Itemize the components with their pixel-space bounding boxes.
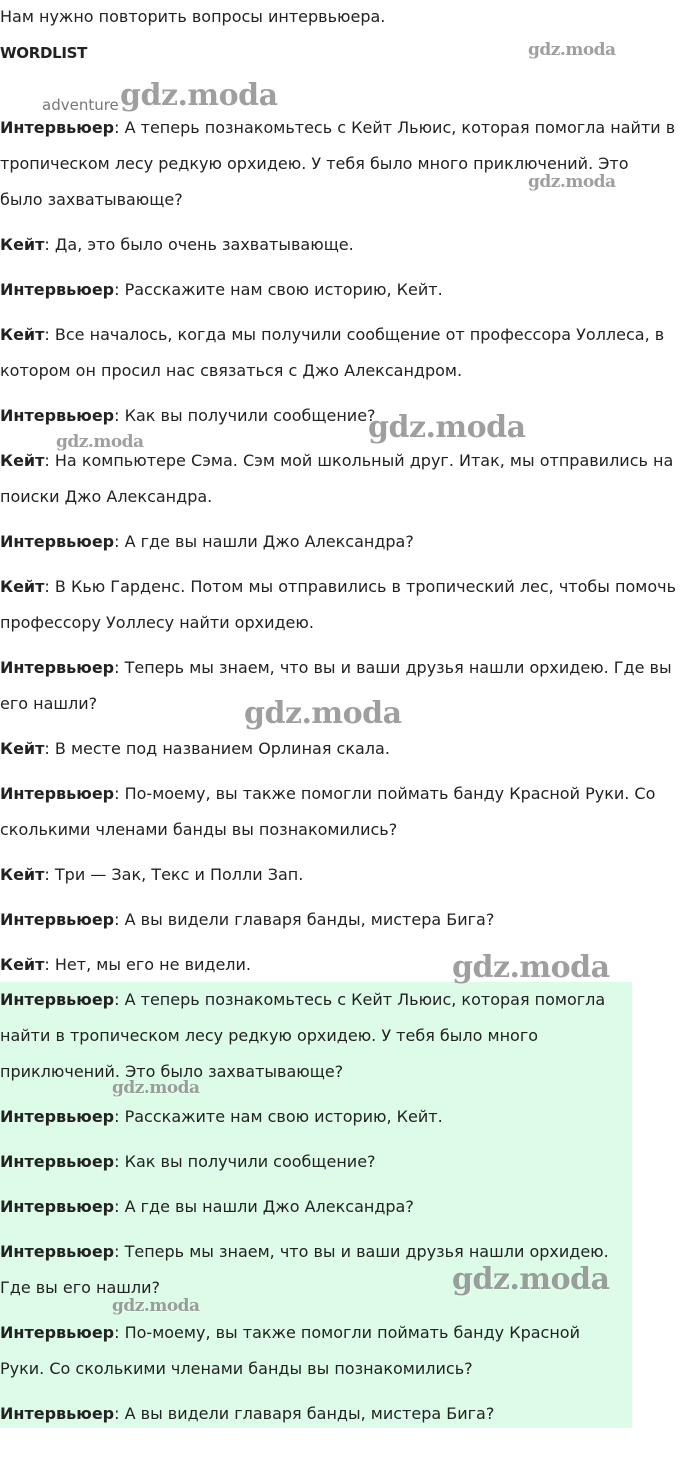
watermark-logo: gdz.moda: [452, 950, 610, 985]
intro-text: Нам нужно повторить вопросы интервьюера.: [0, 7, 386, 26]
questions-section: [0, 982, 632, 1428]
line-text: : По-моему, вы также помогли поймать банду Красной Руки. Со сколькими членами банды вы познакомились?: [0, 1323, 580, 1378]
line-text: : А вы видели главаря банды, мистера Бига?: [114, 1404, 495, 1423]
line-text: : А где вы нашли Джо Александра?: [114, 532, 414, 551]
watermark-logo: gdz.moda: [120, 78, 278, 113]
question-line: [0, 1396, 632, 1432]
question-line: [0, 1234, 632, 1306]
speaker-name: Интервьюер: [0, 658, 115, 677]
dialogue-line: [0, 947, 680, 983]
speaker-name: Кейт: [0, 451, 45, 470]
line-text: : Все началось, когда мы получили сообщение от профессора Уоллеса, в котором он просил нас связаться с Джо Александром.: [0, 325, 665, 380]
line-text: : Расскажите нам свою историю, Кейт.: [114, 1107, 443, 1126]
speaker-name: Интервьюер: [0, 1242, 115, 1261]
line-text: : По-моему, вы также помогли поймать банду Красной Руки. Со сколькими членами банды вы познакомились?: [0, 784, 656, 839]
dialogue-line: [0, 902, 680, 938]
speaker-name: Интервьюер: [0, 1107, 115, 1126]
line-text: : Как вы получили сообщение?: [114, 1152, 376, 1171]
line-text: : Три — Зак, Текс и Полли Зап.: [44, 865, 304, 884]
dialogue-line: [0, 443, 680, 515]
speaker-name: Интервьюер: [0, 1404, 115, 1423]
dialogue-line: [0, 776, 680, 848]
speaker-name: Кейт: [0, 577, 45, 596]
line-text: : Теперь мы знаем, что вы и ваши друзья нашли орхидею. Где вы его нашли?: [0, 658, 672, 713]
watermark-logo: gdz.moda: [452, 1262, 610, 1297]
line-text: : Как вы получили сообщение?: [114, 406, 376, 425]
speaker-name: Кейт: [0, 865, 45, 884]
speaker-name: Интервьюер: [0, 1152, 115, 1171]
dialogue-line: [0, 272, 680, 308]
question-line: [0, 1189, 632, 1225]
dialogue-line: [0, 227, 680, 263]
speaker-name: Интервьюер: [0, 118, 115, 137]
speaker-name: Кейт: [0, 235, 45, 254]
question-line: [0, 1144, 632, 1180]
speaker-name: Интервьюер: [0, 910, 115, 929]
speaker-name: Интервьюер: [0, 784, 115, 803]
watermark-logo: gdz.moda: [112, 1296, 200, 1316]
watermark-logo: gdz.moda: [56, 432, 144, 452]
dialogue-section: [0, 110, 680, 983]
question-line: [0, 982, 632, 1090]
speaker-name: Интервьюер: [0, 406, 115, 425]
line-text: : Нет, мы его не видели.: [44, 955, 252, 974]
watermark-logo: gdz.moda: [528, 40, 616, 60]
wordlist-heading: WORDLIST: [0, 44, 88, 62]
speaker-name: Интервьюер: [0, 1323, 115, 1342]
speaker-name: Интервьюер: [0, 532, 115, 551]
line-text: : А теперь познакомьтесь с Кейт Льюис, которая помогла найти в тропическом лесу редкую орхидею. У тебя было много приключений. Это было захватывающе?: [0, 990, 606, 1081]
dialogue-line: [0, 650, 680, 722]
line-text: : А где вы нашли Джо Александра?: [114, 1197, 414, 1216]
line-text: : А вы видели главаря банды, мистера Бига?: [114, 910, 495, 929]
line-text: : А теперь познакомьтесь с Кейт Льюис, которая помогла найти в тропическом лесу редкую орхидею. У тебя было много приключений. Это было захватывающе?: [0, 118, 676, 209]
speaker-name: Кейт: [0, 739, 45, 758]
speaker-name: Кейт: [0, 955, 45, 974]
dialogue-line: [0, 524, 680, 560]
line-text: : Теперь мы знаем, что вы и ваши друзья нашли орхидею. Где вы его нашли?: [0, 1242, 609, 1297]
dialogue-line: [0, 569, 680, 641]
speaker-name: Интервьюер: [0, 1197, 115, 1216]
wordlist-word: adventure: [42, 96, 119, 110]
question-line: [0, 1315, 632, 1387]
watermark-logo: gdz.moda: [528, 172, 616, 192]
dialogue-line: [0, 110, 680, 218]
line-text: : На компьютере Сэма. Сэм мой школьный друг. Итак, мы отправились на поиски Джо Александра.: [0, 451, 674, 506]
line-text: : В Кью Гарденс. Потом мы отправились в тропический лес, чтобы помочь профессору Уоллесу найти орхидею.: [0, 577, 676, 632]
line-text: : Да, это было очень захватывающе.: [44, 235, 354, 254]
watermark-logo: gdz.moda: [368, 410, 526, 445]
speaker-name: Интервьюер: [0, 990, 115, 1009]
watermark-logo: gdz.moda: [244, 696, 402, 731]
dialogue-line: [0, 731, 680, 767]
watermark-logo: gdz.moda: [112, 1078, 200, 1098]
line-text: : В месте под названием Орлиная скала.: [44, 739, 390, 758]
question-line: [0, 1099, 632, 1135]
dialogue-line: [0, 317, 680, 389]
dialogue-line: [0, 398, 680, 434]
line-text: : Расскажите нам свою историю, Кейт.: [114, 280, 443, 299]
speaker-name: Интервьюер: [0, 280, 115, 299]
speaker-name: Кейт: [0, 325, 45, 344]
dialogue-line: [0, 857, 680, 893]
